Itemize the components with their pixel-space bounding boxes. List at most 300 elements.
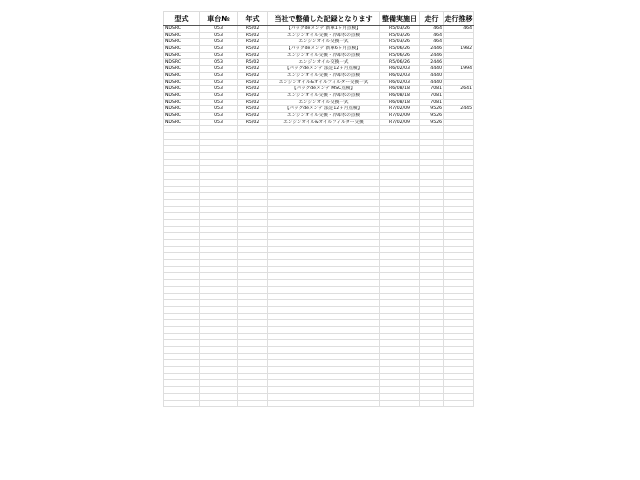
cell-record — [268, 280, 380, 287]
cell-year — [238, 300, 268, 307]
cell-year — [238, 186, 268, 193]
cell-mileage: 9526 — [420, 119, 444, 126]
cell-mileage-trend — [444, 52, 474, 59]
cell-date — [380, 320, 420, 327]
cell-record — [268, 320, 380, 327]
cell-unit-no — [200, 286, 238, 293]
cell-mileage — [420, 186, 444, 193]
cell-mileage-trend — [444, 280, 474, 287]
cell-model — [164, 273, 200, 280]
cell-unit-no — [200, 253, 238, 260]
cell-year — [238, 333, 268, 340]
cell-mileage-trend — [444, 400, 474, 407]
cell-unit-no — [200, 280, 238, 287]
cell-mileage — [420, 320, 444, 327]
cell-mileage — [420, 173, 444, 180]
cell-record — [268, 353, 380, 360]
cell-date — [380, 340, 420, 347]
cell-record — [268, 159, 380, 166]
empty-row — [164, 306, 474, 313]
cell-mileage: 7081 — [420, 99, 444, 106]
cell-mileage-trend — [444, 39, 474, 46]
cell-record — [268, 260, 380, 267]
cell-date — [380, 367, 420, 374]
cell-year — [238, 367, 268, 374]
cell-unit-no — [200, 260, 238, 267]
cell-year — [238, 340, 268, 347]
cell-mileage — [420, 246, 444, 253]
cell-year: R5/02 — [238, 26, 268, 33]
cell-unit-no — [200, 159, 238, 166]
empty-row — [164, 266, 474, 273]
cell-date — [380, 266, 420, 273]
cell-record: エンジンオイル交換・冷却水の点検 — [268, 112, 380, 119]
cell-unit-no — [200, 246, 238, 253]
cell-mileage-trend — [444, 153, 474, 160]
empty-row — [164, 146, 474, 153]
cell-record — [268, 233, 380, 240]
cell-unit-no — [200, 367, 238, 374]
cell-mileage-trend — [444, 92, 474, 99]
cell-unit-no: 053 — [200, 79, 238, 86]
cell-unit-no — [200, 173, 238, 180]
cell-mileage — [420, 360, 444, 367]
cell-record — [268, 133, 380, 140]
cell-year: R5/02 — [238, 59, 268, 66]
cell-record: エンジンオイル&オイルフィルター交換一式 — [268, 79, 380, 86]
cell-date — [380, 186, 420, 193]
cell-year — [238, 139, 268, 146]
cell-mileage-trend — [444, 360, 474, 367]
empty-row — [164, 313, 474, 320]
cell-unit-no — [200, 266, 238, 273]
cell-model: NDSRC — [164, 52, 200, 59]
cell-record: エンジンオイル交換・冷却水の点検 — [268, 72, 380, 79]
cell-mileage-trend — [444, 347, 474, 354]
cell-mileage-trend — [444, 179, 474, 186]
cell-record — [268, 226, 380, 233]
cell-model — [164, 240, 200, 247]
cell-year: R5/02 — [238, 66, 268, 73]
cell-record: エンジンオイル交換一式 — [268, 59, 380, 66]
cell-mileage-trend — [444, 260, 474, 267]
cell-unit-no — [200, 193, 238, 200]
cell-year — [238, 306, 268, 313]
cell-year — [238, 326, 268, 333]
cell-date — [380, 146, 420, 153]
cell-model — [164, 340, 200, 347]
cell-model — [164, 306, 200, 313]
cell-date — [380, 173, 420, 180]
cell-model: NDSRC — [164, 39, 200, 46]
cell-date — [380, 219, 420, 226]
empty-row — [164, 246, 474, 253]
table-body — [164, 26, 474, 407]
cell-mileage-trend — [444, 333, 474, 340]
cell-mileage-trend: 1994 — [444, 66, 474, 73]
cell-mileage-trend — [444, 306, 474, 313]
cell-mileage — [420, 293, 444, 300]
cell-mileage — [420, 266, 444, 273]
cell-model: NDSRC — [164, 79, 200, 86]
cell-model — [164, 233, 200, 240]
cell-model — [164, 320, 200, 327]
cell-model: NDSRC — [164, 86, 200, 93]
empty-row — [164, 393, 474, 400]
cell-mileage-trend — [444, 159, 474, 166]
cell-mileage-trend: 2445 — [444, 106, 474, 113]
cell-record — [268, 360, 380, 367]
empty-row — [164, 253, 474, 260]
cell-mileage: 4440 — [420, 72, 444, 79]
cell-unit-no — [200, 240, 238, 247]
cell-unit-no — [200, 166, 238, 173]
cell-date — [380, 159, 420, 166]
cell-unit-no — [200, 226, 238, 233]
cell-date — [380, 306, 420, 313]
cell-unit-no: 053 — [200, 119, 238, 126]
cell-year — [238, 193, 268, 200]
cell-unit-no: 053 — [200, 86, 238, 93]
header-mileage: 走行 — [420, 12, 444, 26]
cell-mileage — [420, 260, 444, 267]
cell-mileage-trend — [444, 320, 474, 327]
cell-model — [164, 213, 200, 220]
cell-date: R7/02/09 — [380, 112, 420, 119]
cell-date — [380, 353, 420, 360]
cell-mileage — [420, 213, 444, 220]
cell-record — [268, 273, 380, 280]
cell-mileage-trend — [444, 72, 474, 79]
cell-year — [238, 179, 268, 186]
cell-record — [268, 380, 380, 387]
empty-row — [164, 133, 474, 140]
cell-year — [238, 253, 268, 260]
cell-model: NDSRC — [164, 92, 200, 99]
cell-date — [380, 273, 420, 280]
cell-model — [164, 280, 200, 287]
cell-record: 【パックdeメンテ MSC点検】 — [268, 86, 380, 93]
cell-unit-no: 053 — [200, 99, 238, 106]
cell-mileage — [420, 380, 444, 387]
cell-mileage: 7081 — [420, 86, 444, 93]
cell-mileage-trend — [444, 313, 474, 320]
cell-year — [238, 219, 268, 226]
cell-year — [238, 320, 268, 327]
cell-unit-no: 053 — [200, 112, 238, 119]
cell-record — [268, 373, 380, 380]
table-row — [164, 66, 474, 73]
cell-record: エンジンオイル交換・冷却水の点検 — [268, 92, 380, 99]
cell-model: NDSRC — [164, 99, 200, 106]
header-row — [164, 12, 474, 26]
empty-row — [164, 320, 474, 327]
table-row — [164, 99, 474, 106]
cell-record — [268, 340, 380, 347]
cell-unit-no: 053 — [200, 72, 238, 79]
empty-row — [164, 333, 474, 340]
cell-mileage — [420, 133, 444, 140]
cell-mileage-trend — [444, 186, 474, 193]
cell-unit-no — [200, 213, 238, 220]
cell-year — [238, 360, 268, 367]
cell-record: エンジンオイル交換一式 — [268, 39, 380, 46]
cell-model — [164, 387, 200, 394]
cell-unit-no — [200, 219, 238, 226]
cell-record — [268, 206, 380, 213]
cell-date — [380, 380, 420, 387]
cell-mileage-trend — [444, 340, 474, 347]
cell-year: R5/02 — [238, 112, 268, 119]
cell-mileage-trend — [444, 146, 474, 153]
cell-model: NDSRC — [164, 26, 200, 33]
cell-date: R6/02/03 — [380, 79, 420, 86]
empty-row — [164, 280, 474, 287]
cell-year — [238, 159, 268, 166]
cell-mileage-trend — [444, 32, 474, 39]
cell-record — [268, 300, 380, 307]
cell-mileage — [420, 253, 444, 260]
cell-year: R5/02 — [238, 39, 268, 46]
cell-mileage-trend — [444, 300, 474, 307]
cell-year — [238, 293, 268, 300]
cell-date — [380, 166, 420, 173]
cell-mileage — [420, 367, 444, 374]
empty-row — [164, 340, 474, 347]
cell-year — [238, 266, 268, 273]
empty-row — [164, 226, 474, 233]
header-mileage-trend: 走行推移 — [444, 12, 474, 26]
cell-model — [164, 226, 200, 233]
cell-model: NDSRC — [164, 59, 200, 66]
cell-unit-no — [200, 340, 238, 347]
cell-year — [238, 226, 268, 233]
table-row — [164, 79, 474, 86]
table-row — [164, 39, 474, 46]
empty-row — [164, 286, 474, 293]
cell-date — [380, 233, 420, 240]
cell-unit-no — [200, 179, 238, 186]
cell-date — [380, 400, 420, 407]
cell-date: R5/03/26 — [380, 32, 420, 39]
cell-unit-no — [200, 373, 238, 380]
cell-date — [380, 193, 420, 200]
cell-record — [268, 173, 380, 180]
cell-model: NDSRC — [164, 112, 200, 119]
empty-row — [164, 166, 474, 173]
table-row — [164, 26, 474, 33]
empty-row — [164, 353, 474, 360]
cell-mileage: 2446 — [420, 59, 444, 66]
cell-mileage — [420, 219, 444, 226]
cell-mileage-trend: 464 — [444, 26, 474, 33]
cell-mileage — [420, 400, 444, 407]
empty-row — [164, 240, 474, 247]
cell-model — [164, 179, 200, 186]
cell-date — [380, 213, 420, 220]
cell-year: R5/02 — [238, 86, 268, 93]
cell-year: R5/02 — [238, 72, 268, 79]
cell-date: R7/02/09 — [380, 106, 420, 113]
cell-model: NDSRC — [164, 32, 200, 39]
empty-row — [164, 179, 474, 186]
cell-date — [380, 153, 420, 160]
cell-model — [164, 373, 200, 380]
cell-model — [164, 293, 200, 300]
table-row — [164, 32, 474, 39]
cell-date — [380, 313, 420, 320]
cell-unit-no — [200, 146, 238, 153]
cell-unit-no — [200, 320, 238, 327]
cell-model: NDSRC — [164, 119, 200, 126]
cell-year: R5/02 — [238, 79, 268, 86]
cell-mileage — [420, 340, 444, 347]
cell-mileage — [420, 306, 444, 313]
cell-year — [238, 353, 268, 360]
table-row — [164, 106, 474, 113]
cell-unit-no — [200, 400, 238, 407]
cell-date: R5/06/26 — [380, 59, 420, 66]
cell-record — [268, 213, 380, 220]
cell-year: R5/02 — [238, 52, 268, 59]
cell-mileage-trend — [444, 353, 474, 360]
empty-row — [164, 193, 474, 200]
cell-mileage-trend — [444, 199, 474, 206]
cell-mileage-trend — [444, 79, 474, 86]
cell-mileage — [420, 313, 444, 320]
cell-record — [268, 293, 380, 300]
cell-model — [164, 393, 200, 400]
cell-mileage: 9526 — [420, 106, 444, 113]
cell-mileage — [420, 179, 444, 186]
cell-record: 【パックdeメンテ 法定12ヶ月点検】 — [268, 106, 380, 113]
cell-year: R5/02 — [238, 99, 268, 106]
cell-mileage — [420, 300, 444, 307]
empty-row — [164, 260, 474, 267]
cell-record — [268, 387, 380, 394]
cell-record — [268, 240, 380, 247]
cell-mileage: 7081 — [420, 92, 444, 99]
cell-mileage-trend — [444, 173, 474, 180]
cell-year — [238, 246, 268, 253]
cell-record — [268, 333, 380, 340]
table-row — [164, 112, 474, 119]
cell-record: 【パックdeメンテ 新車1ヶ月点検】 — [268, 26, 380, 33]
cell-year: R5/02 — [238, 106, 268, 113]
cell-unit-no — [200, 273, 238, 280]
cell-unit-no — [200, 326, 238, 333]
cell-record: 【パックdeメンテ 法定12ヶ月点検】 — [268, 66, 380, 73]
cell-model — [164, 199, 200, 206]
cell-year: R5/02 — [238, 46, 268, 53]
cell-year — [238, 199, 268, 206]
empty-row — [164, 159, 474, 166]
cell-unit-no: 053 — [200, 66, 238, 73]
cell-mileage-trend — [444, 206, 474, 213]
cell-date: R6/08/18 — [380, 92, 420, 99]
cell-record: エンジンオイル交換・冷却水の点検 — [268, 32, 380, 39]
empty-row — [164, 213, 474, 220]
cell-model — [164, 360, 200, 367]
cell-record — [268, 219, 380, 226]
table-row — [164, 59, 474, 66]
cell-date — [380, 226, 420, 233]
cell-date — [380, 333, 420, 340]
cell-year — [238, 286, 268, 293]
cell-mileage — [420, 159, 444, 166]
cell-record — [268, 246, 380, 253]
cell-mileage-trend — [444, 246, 474, 253]
empty-row — [164, 326, 474, 333]
cell-unit-no — [200, 153, 238, 160]
cell-date — [380, 360, 420, 367]
cell-model — [164, 253, 200, 260]
cell-unit-no — [200, 347, 238, 354]
cell-record — [268, 179, 380, 186]
cell-mileage: 2446 — [420, 46, 444, 53]
cell-record — [268, 186, 380, 193]
empty-row — [164, 206, 474, 213]
cell-model: NDSRC — [164, 106, 200, 113]
cell-date — [380, 280, 420, 287]
cell-date — [380, 260, 420, 267]
cell-record: エンジンオイル交換・冷却水の点検 — [268, 52, 380, 59]
empty-row — [164, 373, 474, 380]
cell-year — [238, 260, 268, 267]
cell-unit-no: 053 — [200, 39, 238, 46]
cell-year — [238, 126, 268, 133]
empty-row — [164, 387, 474, 394]
cell-model: NDSRC — [164, 72, 200, 79]
cell-mileage — [420, 286, 444, 293]
cell-year — [238, 133, 268, 140]
cell-unit-no — [200, 133, 238, 140]
cell-mileage-trend — [444, 393, 474, 400]
cell-date — [380, 387, 420, 394]
cell-year — [238, 373, 268, 380]
cell-unit-no — [200, 126, 238, 133]
cell-record — [268, 313, 380, 320]
cell-model — [164, 166, 200, 173]
cell-mileage-trend — [444, 286, 474, 293]
cell-mileage-trend — [444, 266, 474, 273]
cell-year — [238, 166, 268, 173]
cell-model — [164, 266, 200, 273]
cell-mileage — [420, 166, 444, 173]
cell-model — [164, 333, 200, 340]
cell-model — [164, 347, 200, 354]
cell-unit-no — [200, 387, 238, 394]
cell-date — [380, 139, 420, 146]
cell-date: R6/08/18 — [380, 86, 420, 93]
cell-record: エンジンオイル交換一式 — [268, 99, 380, 106]
cell-record — [268, 193, 380, 200]
cell-mileage-trend — [444, 119, 474, 126]
cell-mileage-trend — [444, 387, 474, 394]
empty-row — [164, 400, 474, 407]
cell-date: R6/02/03 — [380, 72, 420, 79]
table-row — [164, 119, 474, 126]
cell-unit-no: 053 — [200, 46, 238, 53]
cell-mileage-trend — [444, 380, 474, 387]
table-row — [164, 92, 474, 99]
cell-model — [164, 146, 200, 153]
cell-mileage-trend — [444, 59, 474, 66]
cell-unit-no: 053 — [200, 106, 238, 113]
empty-row — [164, 186, 474, 193]
maintenance-record-table — [163, 11, 474, 407]
table-row — [164, 46, 474, 53]
